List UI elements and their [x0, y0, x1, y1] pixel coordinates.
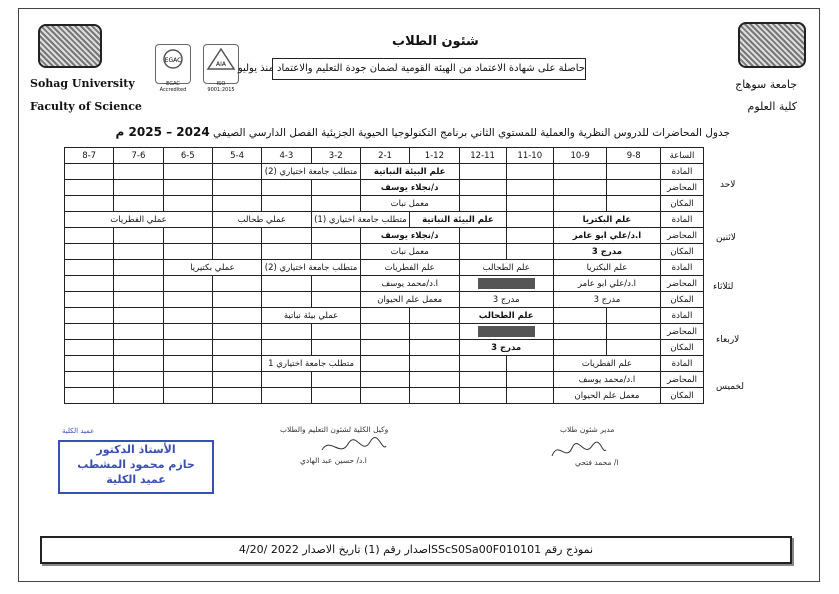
quality-unit-title: شئون الطلاب: [392, 34, 479, 49]
monday-place-a: مدرج 3: [553, 244, 660, 260]
tuesday-place-a: مدرج 3: [553, 292, 660, 308]
time-6-5: 6-5: [163, 148, 212, 164]
thursday-place: معمل علم الحيوان: [553, 388, 660, 404]
day-wednesday: لاربعاء: [716, 335, 740, 345]
row-label: المادة: [661, 164, 704, 180]
time-12-11: 12-11: [459, 148, 506, 164]
sunday-lecturer: د/نجلاء يوسف: [360, 180, 459, 196]
tuesday-bacteria-lab: عملي بكتيريا: [163, 260, 262, 276]
tuesday-place-c: معمل علم الحيوان: [360, 292, 459, 308]
tuesday-subject-row: [65, 260, 704, 276]
students-affairs-title: مدير شئون طلاب: [560, 425, 615, 434]
dean-caption: عميد الكلية: [62, 427, 95, 435]
monday-place-b: معمل نبات: [360, 244, 459, 260]
monday-elective: متطلب جامعة اختياري (1): [311, 212, 410, 228]
university-name-ar: جامعة سوهاج: [735, 78, 797, 91]
stamp-line3: عميد الكلية: [106, 473, 166, 486]
row-label: المكان: [661, 196, 704, 212]
sunday-subject-row: [65, 164, 704, 180]
wednesday-ecology-lab: عملي بيئة نباتية: [262, 308, 361, 324]
wednesday-place-row: [65, 340, 704, 356]
time-2-1: 2-1: [360, 148, 409, 164]
time-8-7: 8-7: [65, 148, 114, 164]
vice-dean-title: وكيل الكلية لشئون التعليم والطلاب: [280, 425, 389, 434]
schedule-title: [115, 125, 730, 139]
thursday-lecturer: ا.د/محمد يوسف: [553, 372, 660, 388]
cert2-label: ISO 9001:2015: [207, 81, 235, 93]
day-monday: لاثنين: [716, 233, 736, 243]
time-11-10: 11-10: [506, 148, 553, 164]
row-label: المحاضر: [661, 276, 704, 292]
day-sunday: لاحد: [720, 180, 736, 190]
thursday-lecturer-row: [65, 372, 704, 388]
time-label: الساعة: [661, 148, 704, 164]
stamp-line1: الأستاذ الدكتور: [96, 443, 176, 456]
tuesday-algae: علم الطحالب: [459, 260, 553, 276]
tuesday-place-b: مدرج 3: [459, 292, 553, 308]
tuesday-bacteriology: علم البكتريا: [553, 260, 660, 276]
vice-dean-name: ا.د/ حسين عبد الهادي: [300, 456, 367, 465]
tuesday-fungi: علم الفطريات: [360, 260, 459, 276]
time-7-6: 7-6: [114, 148, 163, 164]
day-thursday: لخميس: [716, 382, 744, 392]
students-affairs-name: ا/ محمد فتحي: [575, 458, 619, 467]
monday-lecturer-row: [65, 228, 704, 244]
row-label: المادة: [661, 356, 704, 372]
row-label: المكان: [661, 340, 704, 356]
sunday-lecturer-row: [65, 180, 704, 196]
wednesday-subject-row: [65, 308, 704, 324]
time-5-4: 5-4: [212, 148, 261, 164]
monday-lecturer-a: ا.د/علي ابو عامر: [553, 228, 660, 244]
row-label: المحاضر: [661, 180, 704, 196]
tuesday-lecturer-a: ا.د/علي ابو عامر: [553, 276, 660, 292]
day-tuesday: لثلاثاء: [713, 282, 734, 292]
row-label: المحاضر: [661, 324, 704, 340]
egac-cert-icon: [155, 44, 191, 93]
row-label: المكان: [661, 388, 704, 404]
wednesday-lecturer-row: [65, 324, 704, 340]
sohag-university-logo: [38, 24, 102, 68]
row-label: المحاضر: [661, 372, 704, 388]
monday-place-row: [65, 244, 704, 260]
thursday-elective: متطلب جامعة اختياري 1: [262, 356, 361, 372]
row-label: المادة: [661, 260, 704, 276]
thursday-place-row: [65, 388, 704, 404]
dean-stamp: [58, 440, 214, 494]
sunday-ecology: علم البيئة النباتية: [360, 164, 459, 180]
time-4-3: 4-3: [262, 148, 311, 164]
monday-lecturer-b: د/نجلاء يوسف: [360, 228, 459, 244]
tuesday-elective: متطلب جامعة اختياري (2): [262, 260, 361, 276]
cert1-label: EGAC Accredited: [159, 81, 187, 93]
redacted-block: [478, 278, 535, 289]
row-label: المكان: [661, 244, 704, 260]
stamp-line2: حازم محمود المشطب: [77, 458, 195, 471]
wednesday-place: مدرج 3: [459, 340, 553, 356]
monday-algae-lab: عملي طحالب: [212, 212, 311, 228]
faculty-logo: [738, 22, 806, 68]
monday-bacteriology: علم البكتريا: [553, 212, 660, 228]
time-header-row: [65, 148, 704, 164]
time-3-2: 3-2: [311, 148, 360, 164]
sunday-elective: متطلب جامعة اختياري (2): [262, 164, 361, 180]
time-1-12: 1-12: [410, 148, 459, 164]
time-9-8: 9-8: [607, 148, 661, 164]
row-label: المحاضر: [661, 228, 704, 244]
monday-fungi-lab: عملي الفطريات: [65, 212, 213, 228]
tuesday-lecturer-row: [65, 276, 704, 292]
sunday-place: معمل نبات: [360, 196, 459, 212]
wednesday-algae: علم الطحالب: [459, 308, 553, 324]
monday-subject-row: [65, 212, 704, 228]
schedule-table: [64, 147, 704, 404]
accreditation-box: حاصلة على شهادة الاعتماد من الهيئة القومية لضمان جودة التعليم والاعتماد منذ يوليو: [272, 58, 586, 80]
row-label: المادة: [661, 212, 704, 228]
schedule-year: 2024 – 2025 م: [115, 125, 210, 139]
thursday-subject-row: [65, 356, 704, 372]
sunday-place-row: [65, 196, 704, 212]
monday-ecology: علم البيئة النباتية: [410, 212, 506, 228]
form-footer: نموذج رقم SScS0Sa00F010101اصدار رقم (1) تاريخ الاصدار 2022 /4/20: [40, 536, 792, 564]
faculty-name-ar: كلية العلوم: [747, 100, 797, 113]
schedule-title-text: جدول المحاضرات للدروس النظرية والعملية للمستوي الثاني برنامج التكنولوجيا الحيوية الجزيئية الفصل الدارسي الصيفي: [213, 127, 730, 139]
iso-cert-icon: [203, 44, 239, 93]
svg-text:EGAC: EGAC: [164, 57, 182, 64]
tuesday-place-row: [65, 292, 704, 308]
row-label: المكان: [661, 292, 704, 308]
university-name-en: Sohag University: [30, 77, 135, 90]
faculty-name-en: Faculty of Science: [30, 100, 142, 113]
thursday-fungi: علم الفطريات: [553, 356, 660, 372]
redacted-block: [478, 326, 535, 337]
row-label: المادة: [661, 308, 704, 324]
time-10-9: 10-9: [553, 148, 607, 164]
svg-text:AIA: AIA: [216, 61, 226, 68]
tuesday-lecturer-b: ا.د/محمد يوسف: [360, 276, 459, 292]
